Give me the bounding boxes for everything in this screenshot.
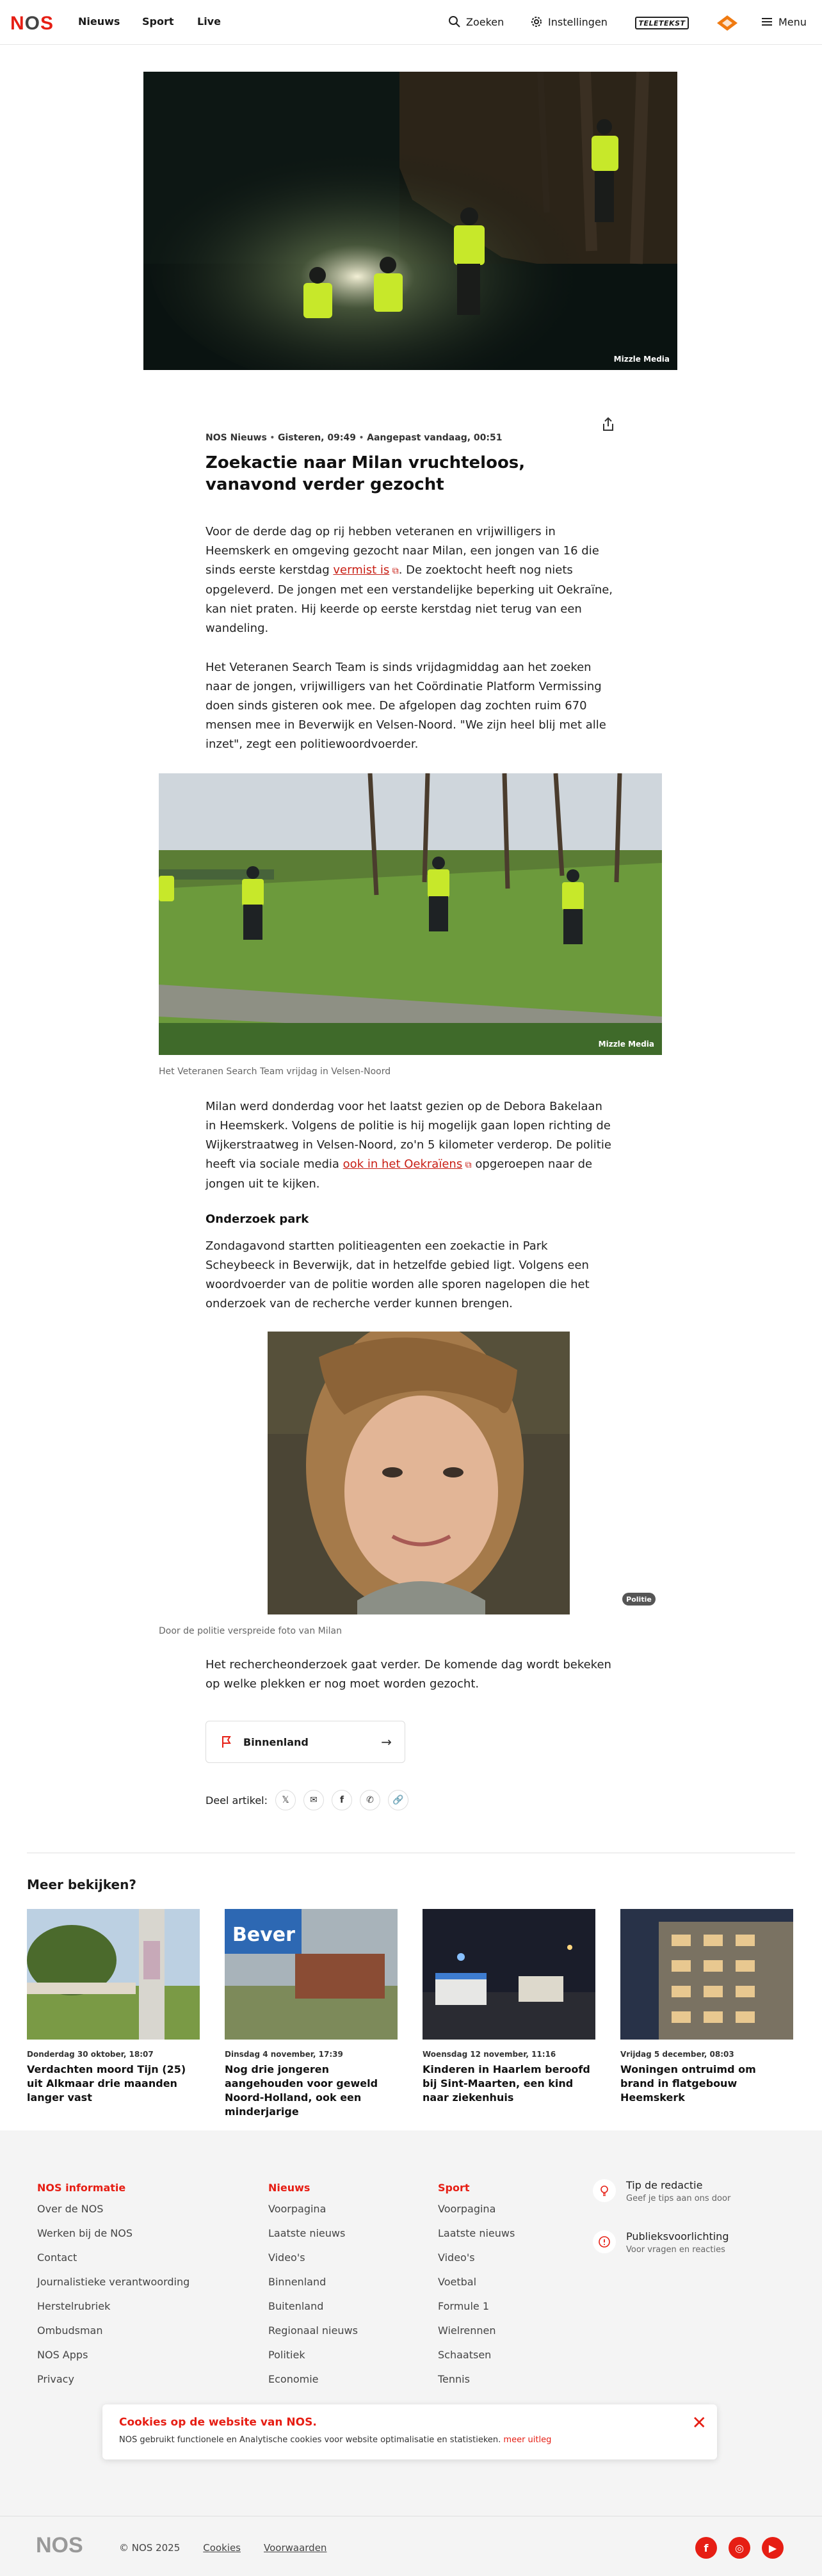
youtube-icon[interactable]: ▶ [762, 2537, 784, 2559]
share-link-icon[interactable]: 🔗 [388, 1790, 408, 1810]
footer-tip-redactie[interactable] [593, 2179, 730, 2203]
lightbulb-icon [593, 2179, 616, 2202]
footer-legal [119, 2542, 326, 2554]
more-card-date: Dinsdag 4 november, 17:39 [225, 2050, 343, 2059]
hero-photo-search-at-night [143, 72, 677, 370]
share-icon[interactable] [599, 415, 618, 434]
sign-text: Bever [232, 1924, 295, 1946]
footer-link[interactable]: Contact [37, 2251, 77, 2264]
hero-photo-credit: Mizzle Media [613, 355, 670, 364]
search-button[interactable] [448, 15, 504, 28]
footer-link[interactable]: Formule 1 [438, 2300, 489, 2312]
share-label: Deel artikel: [206, 1794, 268, 1807]
footer-link[interactable]: Laatste nieuws [268, 2227, 346, 2239]
instagram-icon[interactable]: ◎ [729, 2537, 750, 2559]
tip-sub: Geef je tips aan ons door [626, 2194, 731, 2203]
footer-link[interactable]: Wielrennen [438, 2324, 496, 2337]
footer-publieksvoorlichting[interactable] [593, 2230, 729, 2255]
footer-link[interactable]: Voorpagina [438, 2203, 496, 2215]
more-card-thumb [27, 1909, 200, 2040]
cookie-body: NOS gebruikt functionele en Analytische cookies voor website optimalisatie en statistieken. meer uitleg [119, 2435, 552, 2445]
photo3-caption: Door de politie verspreide foto van Milan [159, 1626, 342, 1636]
footer-link[interactable]: Privacy [37, 2373, 74, 2385]
hamburger-icon [761, 15, 773, 28]
article-paragraph-4: Zondagavond startten politieagenten een zoekactie in Park Scheybeeck in Beverwijk, dat in hetzelfde gebied ligt. Volgens een woordvoerder van de politie worden alle sporen nagelopen die het onderzoek van de recherche verder kunnen brengen. [206, 1239, 590, 1310]
external-link-icon: ⧉ [389, 566, 399, 576]
footer-link[interactable]: Ombudsman [37, 2324, 103, 2337]
cookies-link[interactable]: Cookies [203, 2542, 241, 2554]
more-card-date: Vrijdag 5 december, 08:03 [620, 2050, 734, 2059]
footer-link[interactable]: Video's [438, 2251, 475, 2264]
search-label: Zoeken [466, 15, 504, 28]
more-card-thumb [423, 1909, 595, 2040]
public-sub: Voor vragen en reacties [626, 2245, 725, 2255]
photo-veterans-search-field [159, 773, 662, 1055]
footer-link[interactable]: Voorpagina [268, 2203, 326, 2215]
nos-logo[interactable]: NOS [10, 13, 54, 34]
footer-link[interactable]: Herstelrubriek [37, 2300, 111, 2312]
external-link-icon: ⧉ [462, 1160, 472, 1170]
footer-link[interactable]: Over de NOS [37, 2203, 104, 2215]
flag-icon [219, 1734, 234, 1750]
article-paragraph-2: Het Veteranen Search Team is sinds vrijdagmiddag aan het zoeken naar de jongen, vrijwilligers van het Coördinatie Platform Vermissing doen sinds gisteren ook mee. De afgelopen dag zochten ruim 670 mensen mee in Beverwijk en Velsen-Noord. "We zijn heel blij met alle inzet", zegt een politiewoordvoerder. [206, 661, 606, 751]
tag-label: Binnenland [243, 1735, 309, 1748]
footer-bottom [0, 2516, 822, 2576]
menu-button[interactable] [761, 15, 807, 28]
article-source: NOS Nieuws [206, 433, 267, 443]
more-card-title: Nog drie jongeren aangehouden voor geweld Noord-Holland, ook een minderjarige [225, 2063, 378, 2118]
footer-link[interactable]: Voetbal [438, 2276, 477, 2288]
link-vermist[interactable]: vermist is [333, 563, 390, 577]
footer-link[interactable]: Werken bij de NOS [37, 2227, 133, 2239]
footer-link[interactable]: Journalistieke verantwoording [37, 2276, 190, 2288]
nos-app-icon[interactable] [716, 14, 739, 32]
more-card-thumb [225, 1909, 398, 2040]
facebook-icon[interactable]: f [695, 2537, 717, 2559]
footer-col-nos-info [37, 2182, 189, 2397]
gear-icon [530, 15, 543, 28]
footer-link[interactable]: Binnenland [268, 2276, 326, 2288]
footer-heading: Nieuws [268, 2182, 310, 2194]
footer-link[interactable]: Politiek [268, 2349, 305, 2361]
teletekst-link[interactable]: TELETEKST [635, 17, 689, 29]
more-card[interactable] [27, 1909, 200, 2105]
arrow-right-icon: → [381, 1734, 392, 1750]
share-x-icon[interactable]: 𝕏 [275, 1790, 296, 1810]
footer-link[interactable]: NOS Apps [37, 2349, 88, 2361]
terms-link[interactable]: Voorwaarden [264, 2542, 327, 2554]
hero-image [143, 72, 677, 370]
footer-link[interactable]: Laatste nieuws [438, 2227, 515, 2239]
footer-logo[interactable]: NOS [36, 2533, 83, 2557]
more-card-title: Woningen ontruimd om brand in flatgebouw Heemskerk [620, 2063, 756, 2104]
search-icon [448, 15, 461, 28]
settings-button[interactable] [530, 15, 608, 28]
footer-link[interactable]: Schaatsen [438, 2349, 492, 2361]
share-whatsapp-icon[interactable]: ✆ [360, 1790, 380, 1810]
article-photo-milan [268, 1332, 570, 1614]
more-card-thumb [620, 1909, 793, 2040]
more-card-date: Donderdag 30 oktober, 18:07 [27, 2050, 154, 2059]
info-icon [593, 2230, 616, 2253]
cookie-banner [102, 2404, 717, 2459]
tag-binnenland[interactable] [206, 1721, 405, 1763]
section-heading: Onderzoek park [206, 1212, 309, 1226]
link-oekraiens[interactable]: ook in het Oekraïens [342, 1157, 463, 1171]
nav-nieuws[interactable]: Nieuws [78, 15, 120, 28]
nav-sport[interactable]: Sport [142, 15, 174, 28]
more-card[interactable] [620, 1909, 793, 2105]
copyright: © NOS 2025 [119, 2542, 181, 2554]
share-facebook-icon[interactable]: f [332, 1790, 352, 1810]
share-row [206, 1790, 408, 1810]
more-card[interactable] [423, 1909, 595, 2105]
footer-heading: Sport [438, 2182, 470, 2194]
footer-link[interactable]: Economie [268, 2373, 319, 2385]
article-published: Gisteren, 09:49 [278, 433, 356, 443]
footer-link[interactable]: Buitenland [268, 2300, 324, 2312]
footer-link[interactable]: Tennis [438, 2373, 470, 2385]
article-meta: NOS Nieuws • Gisteren, 09:49 • Aangepast vandaag, 00:51 [206, 433, 503, 443]
more-card[interactable] [225, 1909, 398, 2119]
footer-link[interactable]: Regionaal nieuws [268, 2324, 358, 2337]
article-title: Zoekactie naar Milan vruchteloos, vanavond verder gezocht [206, 453, 526, 494]
article-paragraph-3: Milan werd donderdag voor het laatst gezien op de Debora Bakelaan in Heemskerk. Volgens de politie is hij mogelijk gaan lopen richting de Wijkerstraatweg in Velsen-Noord, zo'n 5 kilometer verderop. De politie heeft via sociale media ook in het Oekraïens ⧉ opgeroepen naar de jongen uit te kijken. [206, 1100, 611, 1191]
more-card-title: Verdachten moord Tijn (25) uit Alkmaar drie maanden langer vast [27, 2063, 186, 2104]
article-photo-veterans [159, 773, 662, 1055]
cookie-title: Cookies op de website van NOS. [119, 2416, 317, 2429]
photo2-caption: Het Veteranen Search Team vrijdag in Velsen-Noord [159, 1067, 391, 1077]
tip-title: Tip de redactie [626, 2179, 703, 2191]
photo-portrait-milan [268, 1332, 570, 1614]
footer-col-sport [438, 2182, 515, 2397]
close-icon[interactable]: ✕ [691, 2412, 707, 2433]
nav-live[interactable]: Live [197, 15, 221, 28]
article-paragraph-5: Het rechercheonderzoek gaat verder. De komende dag wordt bekeken op welke plekken er nog moet worden gezocht. [206, 1658, 611, 1691]
more-heading: Meer bekijken? [27, 1877, 136, 1892]
share-email-icon[interactable]: ✉ [303, 1790, 324, 1810]
article-updated: Aangepast vandaag, 00:51 [367, 433, 503, 443]
more-card-date: Woensdag 12 november, 11:16 [423, 2050, 556, 2059]
cookie-more-link[interactable]: meer uitleg [503, 2435, 552, 2445]
article-paragraph-1: Voor de derde dag op rij hebben veteranen en vrijwilligers in Heemskerk en omgeving gezocht naar Milan, een jongen van 16 die sinds eerste kerstdag vermist is ⧉. De zoektocht heeft nog niets opgeleverd. De jongen met een verstandelijke beperking uit Oekraïne, kan niet praten. Hij keerde op eerste kerstdag niet terug van een wandeling. [206, 525, 613, 635]
public-title: Publieksvoorlichting [626, 2230, 729, 2242]
photo3-credit: Politie [622, 1593, 656, 1606]
site-header [0, 0, 822, 45]
footer-link[interactable]: Video's [268, 2251, 305, 2264]
photo2-credit: Mizzle Media [598, 1040, 654, 1049]
more-card-title: Kinderen in Haarlem beroofd bij Sint-Maarten, een kind naar ziekenhuis [423, 2063, 590, 2104]
footer-heading: NOS informatie [37, 2182, 126, 2194]
menu-label: Menu [778, 15, 807, 28]
settings-label: Instellingen [548, 15, 608, 28]
